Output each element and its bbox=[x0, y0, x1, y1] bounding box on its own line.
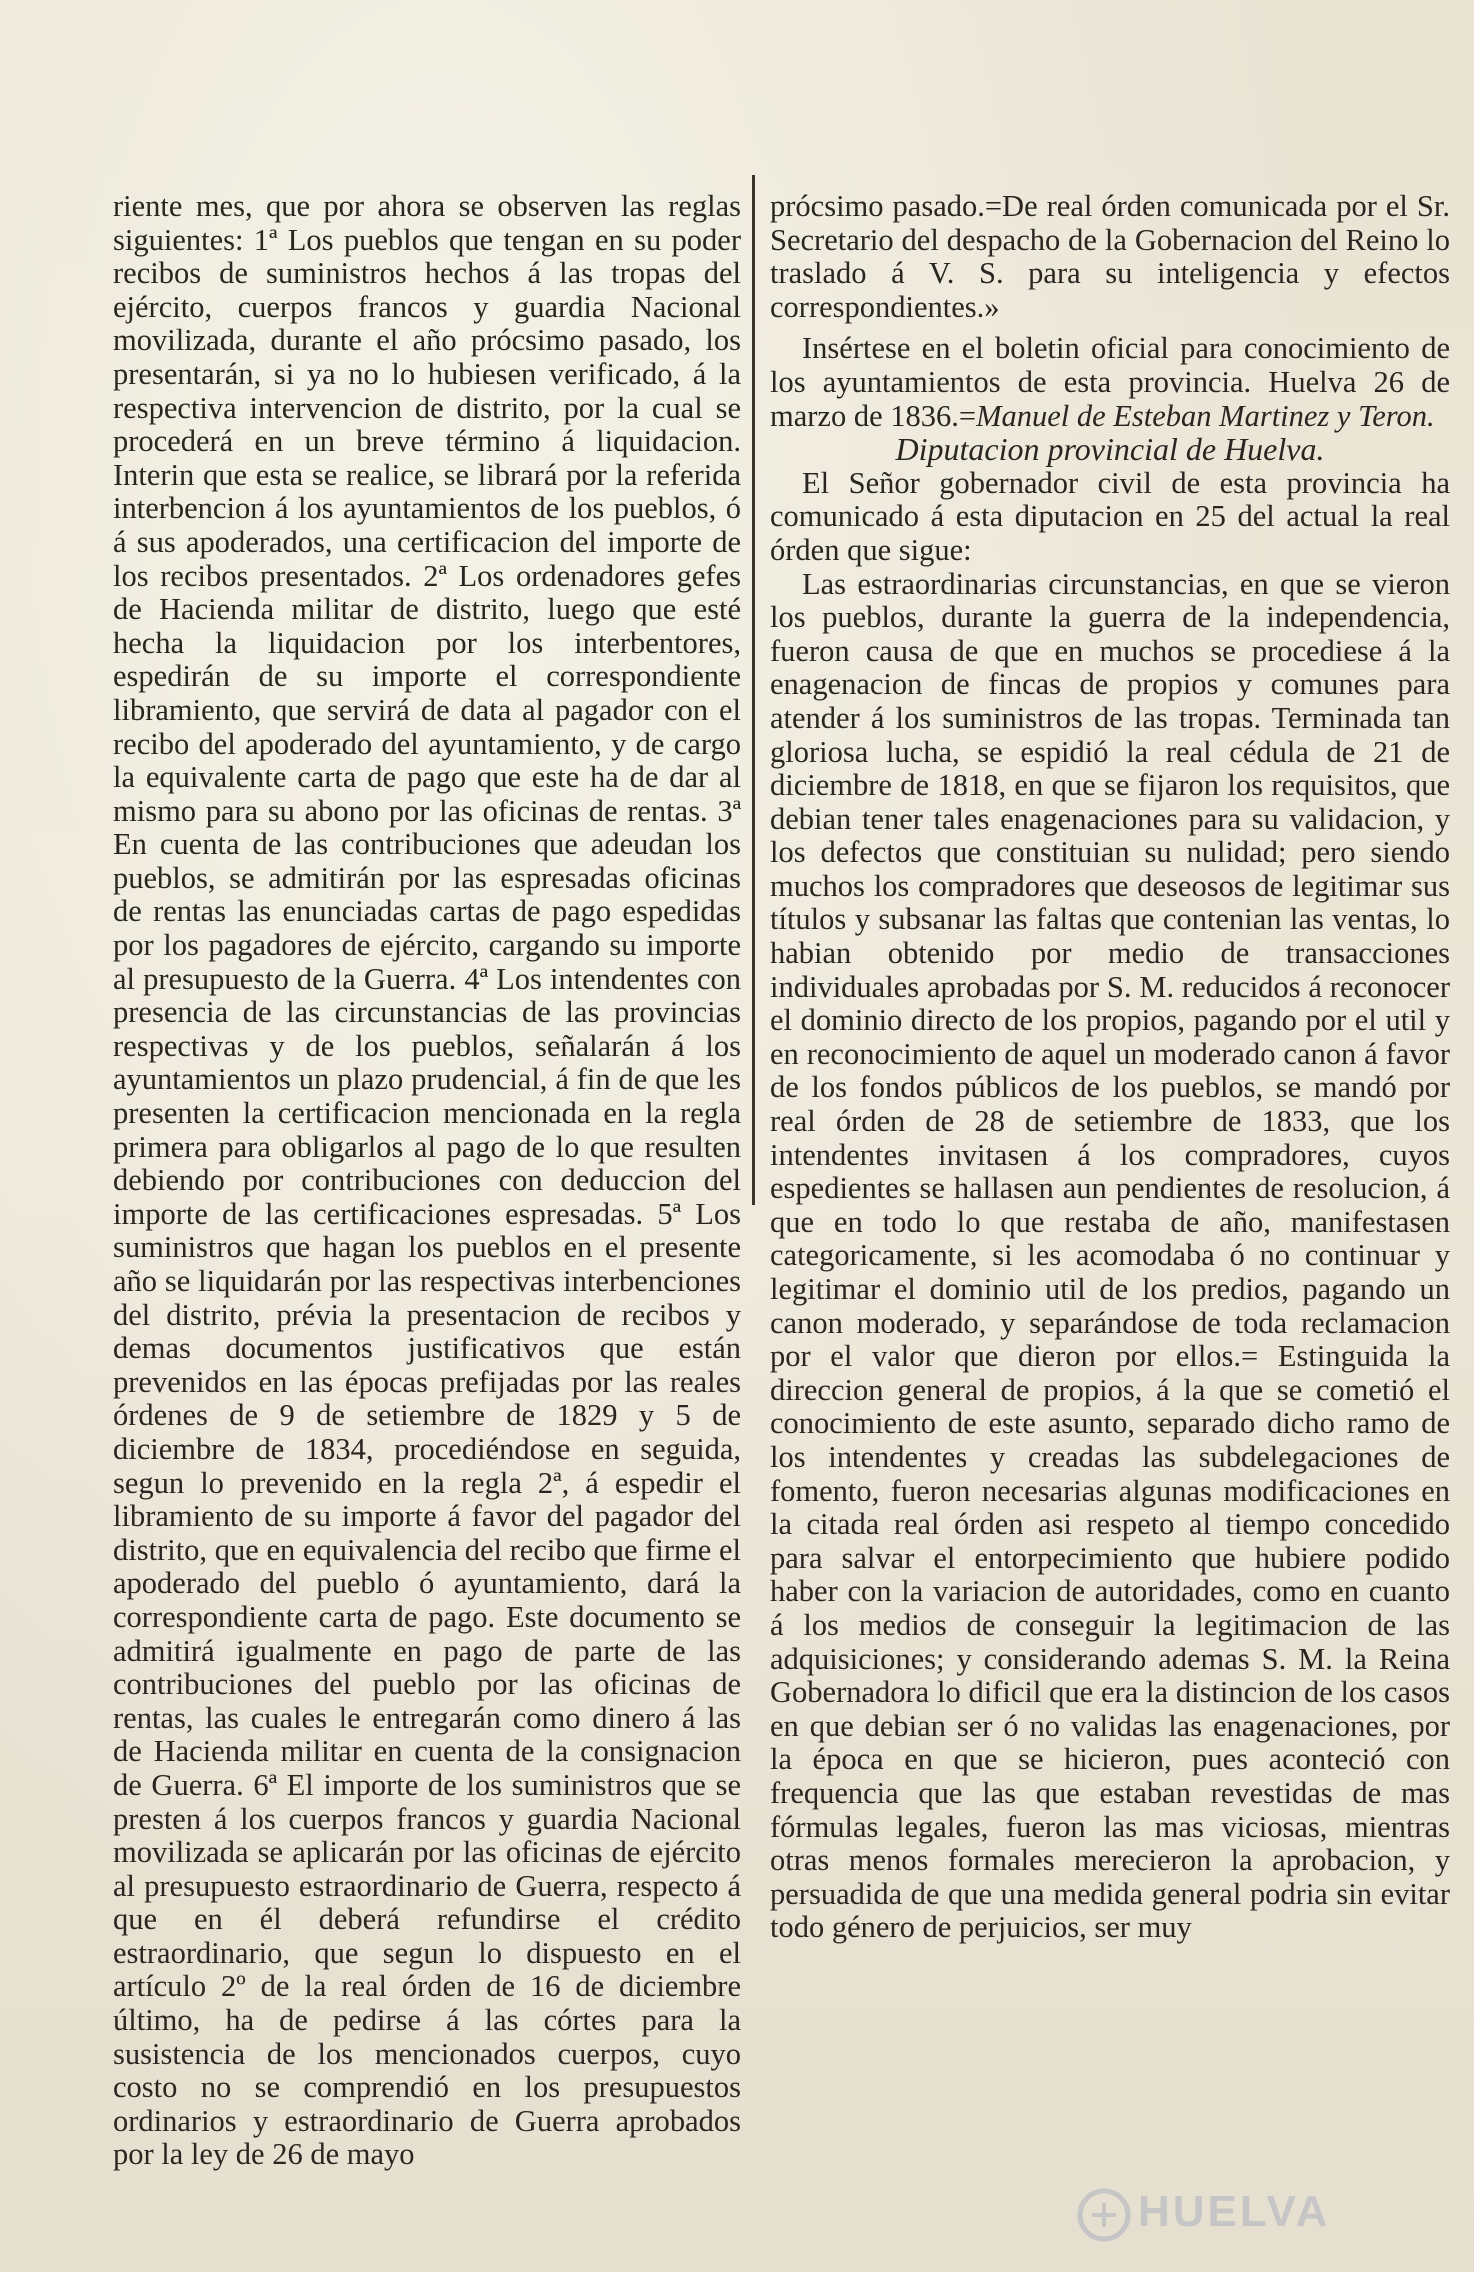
right-column bbox=[770, 190, 1450, 1945]
signature: Manuel de Esteban Martinez y Teron. bbox=[976, 398, 1435, 433]
publication-note-text: Insértese en el boletin oficial para conocimiento de los ayuntamientos de esta provincia. Huelva 26 de marzo de 1836.= bbox=[770, 331, 1450, 433]
royal-order-paragraph: Las estraordinarias circunstancias, en que se vieron los pueblos, durante la guerra de la independencia, fueron causa de que en muchos se procediese á la enagenacion de fincas de propios y comunes para atender á los suministros de las tropas. Terminada tan gloriosa lucha, se espidió la real cédula de 21 de diciembre de 1818, en que se fijaron los requisitos, que debian tener tales enagenaciones para su validacion, y los defectos que constituian su nulidad; pero siendo muchos los compradores que deseosos de legitimar sus títulos y subsanar las faltas que contenian las ventas, lo habian obtenido por medio de transacciones individuales aprobadas por S. M. reducidos á reconocer el dominio directo de los propios, pagando por el util y en reconocimiento de aquel un moderado canon á favor de los fondos públicos de los pueblos, se mandó por real órden de 28 de setiembre de 1833, que los intendentes invitasen á los compradores, cuyos espedientes se hallasen aun pendientes de resolucion, á que en todo lo que restaba de año, manifestasen categoricamente, si les acomodaba ó no continuar y legitimar el dominio util de los predios, pagando un canon moderado, y separándose de toda reclamacion por el valor que dieron por ellos.= Estinguida la direccion general de propios, á la que se cometió el conocimiento de este asunto, separado dicho ramo de los intendentes y creadas las subdelegaciones de fomento, fueron necesarias algunas modificaciones en la citada real órden asi respeto al tiempo concedido para salvar el entorpecimiento que hubiere podido haber con la variacion de autoridades, como en cuanto á los medios de conseguir la legitimacion de las adquisiciones; y considerando ademas S. M. la Reina Gobernadora lo dificil que era la distincion de los casos en que debian ser ó no validas las enagenaciones, por la época en que se hicieron, pues aconteció con frequencia que las que estaban revestidas de mas fórmulas legales, fueron las mas viciosas, mientras otras menos formales merecieron la aprobacion, y persuadida de que una medida general podria sin evitar todo género de perjuicios, ser muy bbox=[770, 566, 1450, 1945]
left-column bbox=[113, 190, 741, 2172]
watermark-text: HUELVA bbox=[1138, 2187, 1331, 2236]
left-column-text: riente mes, que por ahora se observen las reglas siguientes: 1ª Los pueblos que tengan en su poder recibos de suministros hechos á las tropas del ejército, cuerpos francos y guardia Nacional movilizada, durante el año prócsimo pasado, los presentarán, si ya no lo hubiesen verificado, á la respectiva intervencion de distrito, por la cual se procederá en un breve término á liquidacion. Interin que esta se realice, se librará por la referida interbencion á los ayuntamientos de los pueblos, ó á sus apoderados, una certificacion del importe de los recibos presentados. 2ª Los ordenadores gefes de Hacienda militar de distrito, luego que esté hecha la liquidacion por los interbentores, espedirán de su importe el correspondiente libramiento, que servirá de data al pagador con el recibo del apoderado del ayuntamiento, y de cargo la equivalente carta de pago que este ha de dar al mismo para su abono por las oficinas de rentas. 3ª En cuenta de las contribuciones que adeudan los pueblos, se admitirán por las espresadas oficinas de rentas las enunciadas cartas de pago espedidas por los pagadores de ejército, cargando su importe al presupuesto de la Guerra. 4ª Los intendentes con presencia de las circunstancias de las provincias respectivas y de los pueblos, señalarán á los ayuntamientos un plazo prudencial, á fin de que les presenten la certificacion mencionada en la regla primera para obligarlos al pago de lo que resulten debiendo por contribuciones con deduccion del importe de las certificaciones espresadas. 5ª Los suministros que hagan los pueblos en el presente año se liquidarán por las respectivas interbenciones del distrito, prévia la presentacion de recibos y demas documentos justificativos que están prevenidos en las épocas prefijadas por las reales órdenes de 9 de setiembre de 1829 y 5 de diciembre de 1834, procediéndose en seguida, segun lo prevenido en la regla 2ª, á espedir el libramiento de su importe á favor del pagador del distrito, que en equivalencia del recibo que firme el apoderado del pueblo ó ayuntamiento, dará la correspondiente carta de pago. Este documento se admitirá igualmente en pago de parte de las contribuciones del pueblo por las oficinas de rentas, las cuales le entregarán como dinero á las de Hacienda militar en cuenta de la consignacion de Guerra. 6ª El importe de los suministros que se presten á los cuerpos francos y guardia Nacional movilizada se aplicarán por las oficinas de ejército al presupuesto estraordinario de Guerra, respecto á que en él deberá refundirse el crédito estraordinario, que segun lo dispuesto en el artículo 2º de la real órden de 16 de diciembre último, ha de pedirse á las córtes para la susistencia de los mencionados cuerpos, cuyo costo no se comprendió en los presupuestos ordinarios y estraordinario de Guerra aprobados por la ley de 26 de mayo bbox=[113, 189, 741, 2172]
publication-note bbox=[770, 332, 1450, 433]
governor-paragraph: El Señor gobernador civil de esta provincia ha comunicado á esta diputacion en 25 del actual la real órden que sigue: bbox=[770, 465, 1450, 567]
section-heading: Diputacion provincial de Huelva. bbox=[895, 431, 1325, 468]
column-divider bbox=[752, 175, 755, 1205]
bleed-through-text bbox=[110, 100, 1370, 190]
closing-paragraph: prócsimo pasado.=De real órden comunicada por el Sr. Secretario del despacho de la Gobernacion del Reino lo traslado á V. S. para su inteligencia y efectos correspondientes.» bbox=[770, 189, 1450, 324]
